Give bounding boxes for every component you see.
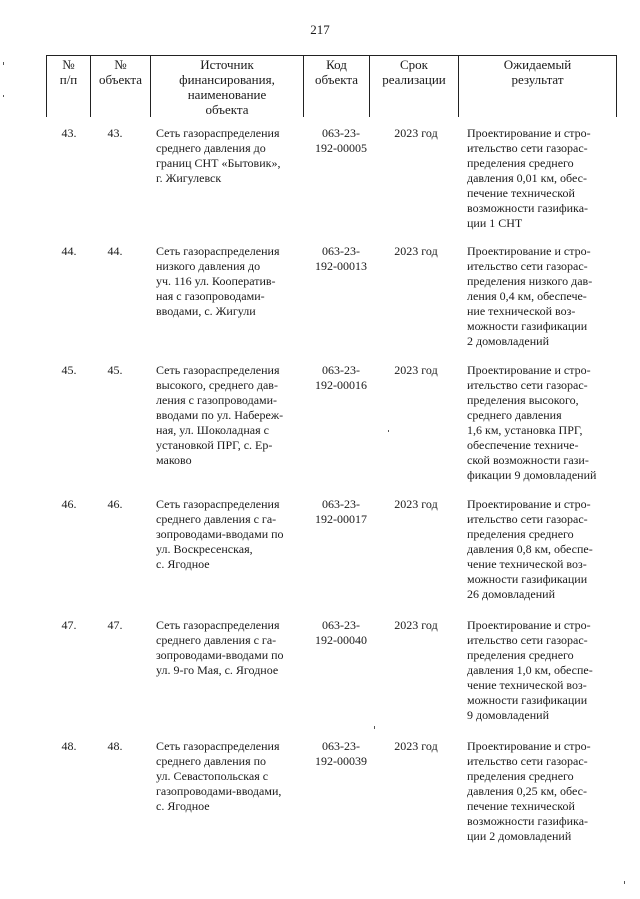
table-row: [46, 497, 616, 637]
object-code: 063-23- 192-00040: [315, 618, 367, 647]
implementation-term: 2023 год: [394, 126, 438, 140]
table-row: [46, 618, 616, 758]
row-number: 45.: [61, 363, 77, 377]
row-number: 47.: [61, 618, 77, 632]
expected-result: Проектирование и стро- ительство сети газорас- пределения среднего давления 1,0 км, обеспе- чение технической воз- можности газификации 9 домовладений: [467, 618, 593, 722]
source-name: Сеть газораспределения низкого давления до уч. 116 ул. Кооператив- ная с газопроводами- вводами, с. Жигули: [156, 244, 280, 318]
scan-mark: [388, 430, 389, 432]
expected-result: Проектирование и стро- ительство сети газорас- пределения низкого дав- ления 0,4 км, обеспече- ние технической воз- можности газификации 2 домовладений: [467, 244, 593, 348]
header-code: Код объекта: [304, 56, 370, 118]
row-number: 48.: [61, 739, 77, 753]
expected-result: Проектирование и стро- ительство сети газорас- пределения среднего давления 0,01 км, обес- печение технической возможности газифика- ции 1 СНТ: [467, 126, 591, 230]
implementation-term: 2023 год: [394, 739, 438, 753]
expected-result: Проектирование и стро- ительство сети газорас- пределения среднего давления 0,8 км, обеспе- чение технической воз- можности газификации 26 домовладений: [467, 497, 593, 601]
implementation-term: 2023 год: [394, 363, 438, 377]
scan-mark: [3, 62, 4, 65]
implementation-term: 2023 год: [394, 497, 438, 511]
object-number: 44.: [107, 244, 123, 258]
object-code: 063-23- 192-00039: [315, 739, 367, 768]
object-code: 063-23- 192-00013: [315, 244, 367, 273]
object-code: 063-23- 192-00017: [315, 497, 367, 526]
header-object-number: № объекта: [91, 56, 151, 118]
row-number: 46.: [61, 497, 77, 511]
header-result: Ожидаемый результат: [459, 56, 617, 118]
object-code: 063-23- 192-00016: [315, 363, 367, 392]
table-header: [46, 55, 617, 117]
source-name: Сеть газораспределения среднего давления до границ СНТ «Бытовик», г. Жигулевск: [156, 126, 281, 185]
expected-result: Проектирование и стро- ительство сети газорас- пределения среднего давления 0,25 км, обес- печение технической возможности газифика- ции 2 домовладений: [467, 739, 591, 843]
object-number: 48.: [107, 739, 123, 753]
table-row: [46, 363, 616, 503]
header-row-number: № п/п: [47, 56, 91, 118]
header-term: Срок реализации: [370, 56, 459, 118]
object-number: 43.: [107, 126, 123, 140]
scan-mark: [624, 881, 625, 884]
page-number: 217: [310, 22, 330, 37]
source-name: Сеть газораспределения среднего давления по ул. Севастопольская с газопроводами-вводами, с. Ягодное: [156, 739, 282, 813]
implementation-term: 2023 год: [394, 618, 438, 632]
row-number: 43.: [61, 126, 77, 140]
row-number: 44.: [61, 244, 77, 258]
source-name: Сеть газораспределения среднего давления с га- зопроводами-вводами по ул. 9-го Мая, с. Ягодное: [156, 618, 284, 677]
expected-result: Проектирование и стро- ительство сети газорас- пределения высокого, среднего давления 1,6 км, установка ПРГ, обеспечение техниче- ской возможности гази- фикации 9 домовладений: [467, 363, 597, 482]
source-name: Сеть газораспределения среднего давления с га- зопроводами-вводами по ул. Воскресенская, с. Ягодное: [156, 497, 284, 571]
object-code: 063-23- 192-00005: [315, 126, 367, 155]
object-number: 47.: [107, 618, 123, 632]
scan-mark: [374, 726, 375, 729]
header-source: Источник финансирования, наименование объекта: [151, 56, 304, 118]
object-number: 46.: [107, 497, 123, 511]
scan-mark: [3, 95, 4, 97]
table-row: [46, 739, 616, 889]
object-number: 45.: [107, 363, 123, 377]
source-name: Сеть газораспределения высокого, среднего дав- ления с газопроводами- вводами по ул. Набереж- ная, ул. Шоколадная с установкой ПРГ, с. Ер- маково: [156, 363, 284, 467]
implementation-term: 2023 год: [394, 244, 438, 258]
